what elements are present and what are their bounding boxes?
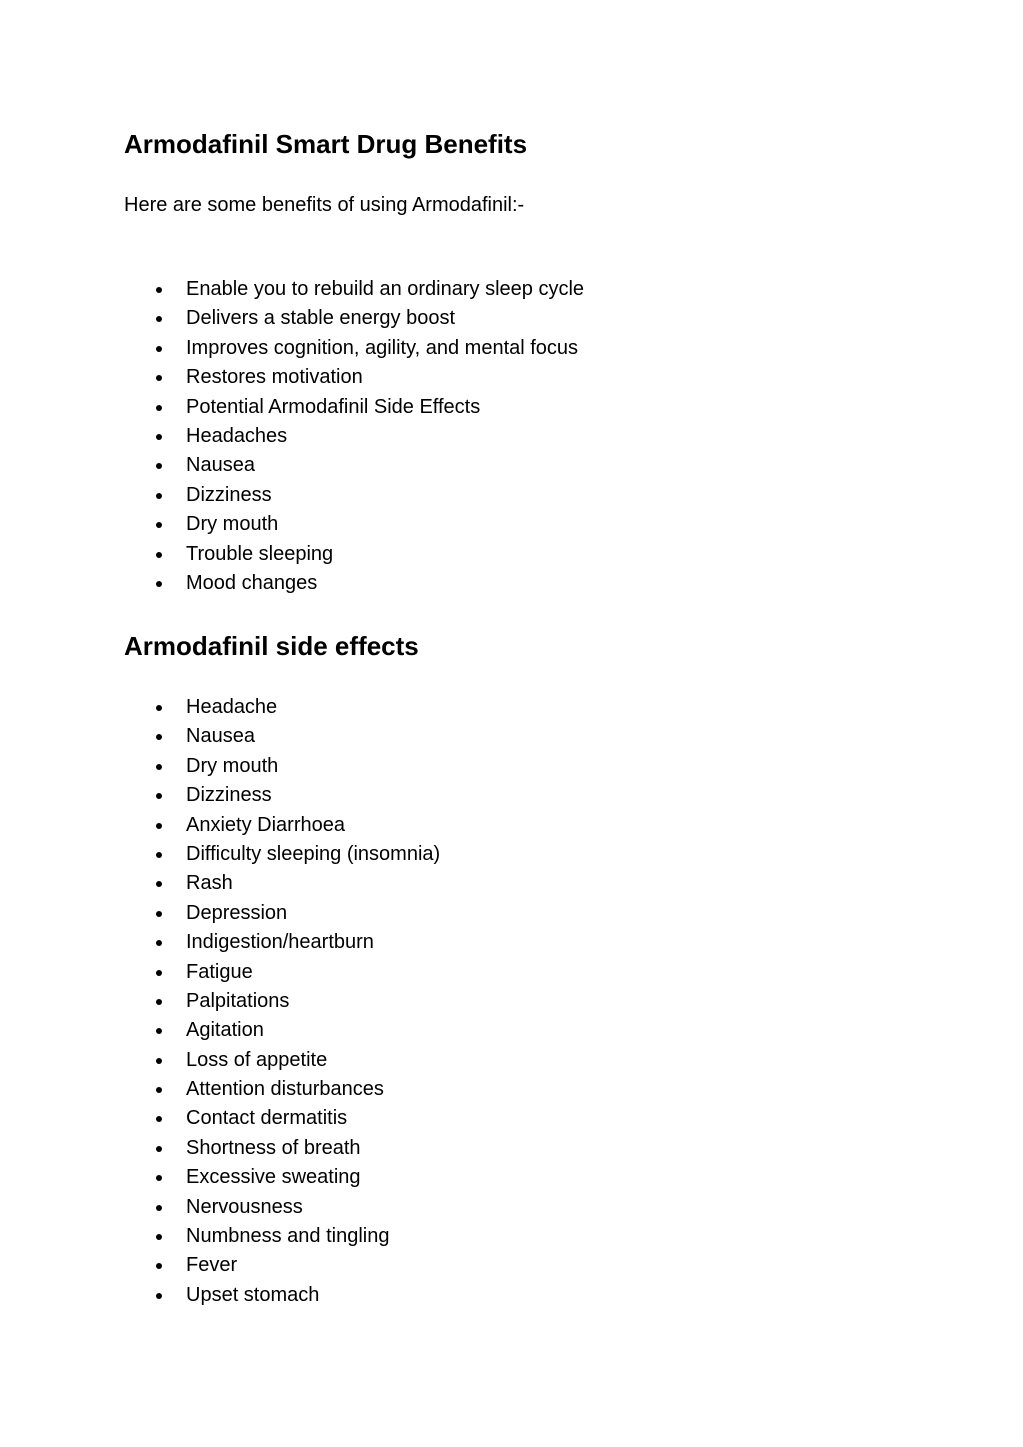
- bullet-icon: [156, 881, 162, 887]
- bullet-icon: [156, 705, 162, 711]
- list-item-text: Rash: [186, 872, 233, 895]
- bullet-icon: [156, 1205, 162, 1211]
- list-item-text: Dizziness: [186, 483, 272, 506]
- bullet-icon: [156, 1293, 162, 1299]
- bullet-icon: [156, 1087, 162, 1093]
- benefits-heading: Armodafinil Smart Drug Benefits: [124, 129, 528, 159]
- list-item-text: Improves cognition, agility, and mental focus: [186, 336, 579, 359]
- list-item: [0, 781, 440, 810]
- list-item: [0, 422, 584, 451]
- bullet-icon: [156, 287, 162, 293]
- bullet-icon: [156, 375, 162, 381]
- bullet-icon: [156, 970, 162, 976]
- bullet-icon: [156, 1263, 162, 1269]
- list-item-text: Numbness and tingling: [186, 1225, 390, 1248]
- side-effects-heading: Armodafinil side effects: [124, 631, 419, 661]
- list-item-text: Delivers a stable energy boost: [186, 307, 456, 330]
- list-item-text: Nausea: [186, 454, 255, 477]
- bullet-icon: [156, 1116, 162, 1122]
- list-item: [0, 987, 440, 1016]
- list-item: [0, 1104, 440, 1133]
- list-item: [0, 693, 440, 722]
- list-item-text: Excessive sweating: [186, 1166, 361, 1189]
- list-item: [0, 510, 584, 539]
- list-item-text: Indigestion/heartburn: [186, 931, 374, 954]
- list-item: [0, 451, 584, 480]
- list-item: [0, 1193, 440, 1222]
- list-item-text: Shortness of breath: [186, 1136, 361, 1159]
- list-item-text: Difficulty sleeping (insomnia): [186, 842, 441, 865]
- list-item-text: Dizziness: [186, 784, 272, 807]
- bullet-icon: [156, 1175, 162, 1181]
- list-item: [0, 1046, 440, 1075]
- side-effects-list: [0, 693, 440, 1310]
- list-item-text: Dry mouth: [186, 754, 279, 777]
- bullet-icon: [156, 522, 162, 528]
- list-item-text: Anxiety Diarrhoea: [186, 813, 345, 836]
- list-item: [0, 334, 584, 363]
- list-item-text: Fever: [186, 1254, 238, 1277]
- list-item-text: Trouble sleeping: [186, 542, 334, 565]
- benefits-list: [0, 275, 584, 598]
- list-item: [0, 899, 440, 928]
- bullet-icon: [156, 734, 162, 740]
- bullet-icon: [156, 764, 162, 770]
- list-item: [0, 540, 584, 569]
- list-item: [0, 869, 440, 898]
- list-item-text: Nausea: [186, 725, 255, 748]
- bullet-icon: [156, 346, 162, 352]
- list-item: [0, 393, 584, 422]
- list-item: [0, 752, 440, 781]
- list-item-text: Headaches: [186, 424, 288, 447]
- list-item: [0, 1075, 440, 1104]
- list-item: [0, 1222, 440, 1251]
- intro-paragraph: Here are some benefits of using Armodafinil:-: [124, 194, 525, 216]
- bullet-icon: [156, 581, 162, 587]
- bullet-icon: [156, 1028, 162, 1034]
- bullet-icon: [156, 793, 162, 799]
- bullet-icon: [156, 1058, 162, 1064]
- list-item-text: Palpitations: [186, 989, 290, 1012]
- list-item: [0, 1163, 440, 1192]
- bullet-icon: [156, 434, 162, 440]
- list-item-text: Attention disturbances: [186, 1078, 384, 1101]
- list-item: [0, 275, 584, 304]
- bullet-icon: [156, 999, 162, 1005]
- list-item-text: Headache: [186, 696, 278, 718]
- list-item: [0, 1281, 440, 1310]
- bullet-icon: [156, 940, 162, 946]
- bullet-icon: [156, 405, 162, 411]
- list-item-text: Enable you to rebuild an ordinary sleep cycle: [186, 278, 585, 300]
- list-item-text: Upset stomach: [186, 1283, 320, 1306]
- list-item: [0, 481, 584, 510]
- list-item: [0, 363, 584, 392]
- bullet-icon: [156, 911, 162, 917]
- list-item: [0, 928, 440, 957]
- list-item: [0, 569, 584, 598]
- bullet-icon: [156, 552, 162, 558]
- list-item-text: Agitation: [186, 1019, 264, 1042]
- list-item: [0, 304, 584, 333]
- list-item-text: Contact dermatitis: [186, 1107, 348, 1130]
- bullet-icon: [156, 1234, 162, 1240]
- list-item-text: Dry mouth: [186, 513, 279, 536]
- list-item: [0, 722, 440, 751]
- list-item-text: Nervousness: [186, 1195, 303, 1218]
- list-item: [0, 811, 440, 840]
- list-item: [0, 840, 440, 869]
- bullet-icon: [156, 316, 162, 322]
- list-item: [0, 958, 440, 987]
- list-item-text: Fatigue: [186, 960, 253, 983]
- list-item-text: Potential Armodafinil Side Effects: [186, 395, 481, 418]
- list-item-text: Restores motivation: [186, 366, 363, 389]
- bullet-icon: [156, 823, 162, 829]
- list-item-text: Loss of appetite: [186, 1048, 328, 1071]
- bullet-icon: [156, 463, 162, 469]
- bullet-icon: [156, 493, 162, 499]
- bullet-icon: [156, 852, 162, 858]
- bullet-icon: [156, 1146, 162, 1152]
- list-item: [0, 1251, 440, 1280]
- list-item-text: Mood changes: [186, 571, 318, 594]
- list-item-text: Depression: [186, 901, 288, 924]
- list-item: [0, 1016, 440, 1045]
- list-item: [0, 1134, 440, 1163]
